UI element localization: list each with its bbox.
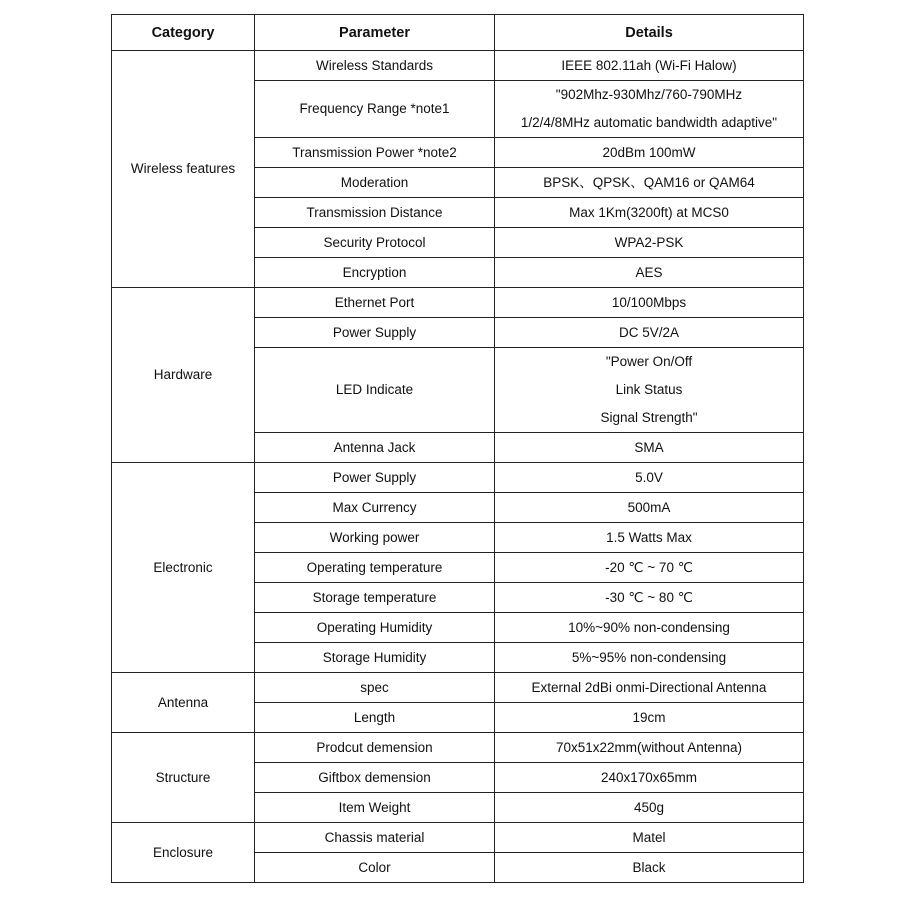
table-row: [112, 51, 804, 81]
header-details: Details: [495, 15, 804, 51]
details-cell: [495, 733, 804, 763]
details-line: 450g: [633, 799, 665, 815]
parameter-cell: Power Supply: [255, 463, 495, 493]
details-cell: [495, 433, 804, 463]
details-line: 70x51x22mm(without Antenna): [555, 739, 743, 755]
table-row: [112, 823, 804, 853]
parameter-cell: Chassis material: [255, 823, 495, 853]
details-line: 1.5 Watts Max: [606, 529, 692, 545]
parameter-cell: Ethernet Port: [255, 288, 495, 318]
category-cell: Electronic: [112, 463, 255, 673]
details-line: 10/100Mbps: [611, 294, 687, 310]
details-line: SMA: [634, 439, 664, 455]
details-line: "Power On/Off: [605, 354, 693, 369]
category-cell: Wireless features: [112, 51, 255, 288]
parameter-cell: spec: [255, 673, 495, 703]
parameter-cell: Frequency Range *note1: [255, 81, 495, 138]
details-cell: [495, 493, 804, 523]
parameter-cell: Security Protocol: [255, 228, 495, 258]
parameter-cell: Max Currency: [255, 493, 495, 523]
details-line: -30 ℃ ~ 80 ℃: [605, 589, 693, 605]
details-cell: [495, 51, 804, 81]
details-line: Link Status: [615, 382, 683, 397]
details-line: 10%~90% non-condensing: [568, 619, 730, 635]
parameter-cell: Prodcut demension: [255, 733, 495, 763]
header-row: [112, 15, 804, 51]
details-line: 5%~95% non-condensing: [571, 649, 727, 665]
details-line: Matel: [632, 829, 666, 845]
parameter-cell: LED Indicate: [255, 348, 495, 433]
details-cell: [495, 138, 804, 168]
details-line: "902Mhz-930Mhz/760-790MHz: [555, 87, 743, 102]
details-cell: [495, 348, 804, 433]
details-cell: [495, 613, 804, 643]
details-cell: [495, 763, 804, 793]
table-row: [112, 463, 804, 493]
details-line: -20 ℃ ~ 70 ℃: [605, 559, 693, 575]
category-cell: Antenna: [112, 673, 255, 733]
details-cell: [495, 81, 804, 138]
details-cell: [495, 643, 804, 673]
details-line: External 2dBi onmi-Directional Antenna: [531, 679, 767, 695]
details-cell: [495, 583, 804, 613]
details-cell: [495, 523, 804, 553]
details-line: 500mA: [627, 499, 671, 515]
category-cell: Hardware: [112, 288, 255, 463]
details-line: AES: [635, 264, 663, 280]
spec-table: [111, 14, 804, 883]
details-line: WPA2-PSK: [614, 234, 684, 250]
parameter-cell: Operating Humidity: [255, 613, 495, 643]
category-cell: Structure: [112, 733, 255, 823]
details-line: 1/2/4/8MHz automatic bandwidth adaptive": [520, 115, 778, 130]
details-cell: [495, 673, 804, 703]
details-cell: [495, 793, 804, 823]
details-line: Max 1Km(3200ft) at MCS0: [569, 204, 729, 220]
details-line: BPSK、QPSK、QAM16 or QAM64: [543, 174, 755, 190]
parameter-cell: Color: [255, 853, 495, 883]
details-cell: [495, 853, 804, 883]
parameter-cell: Transmission Power *note2: [255, 138, 495, 168]
details-line: 240x170x65mm: [600, 769, 698, 785]
parameter-cell: Transmission Distance: [255, 198, 495, 228]
details-line: Black: [632, 859, 666, 875]
parameter-cell: Working power: [255, 523, 495, 553]
parameter-cell: Moderation: [255, 168, 495, 198]
details-line: Signal Strength": [600, 410, 698, 425]
details-cell: [495, 463, 804, 493]
parameter-cell: Length: [255, 703, 495, 733]
header-category: Category: [112, 15, 255, 51]
details-cell: [495, 258, 804, 288]
details-cell: [495, 168, 804, 198]
table-row: [112, 673, 804, 703]
details-cell: [495, 553, 804, 583]
details-cell: [495, 228, 804, 258]
parameter-cell: Giftbox demension: [255, 763, 495, 793]
category-cell: Enclosure: [112, 823, 255, 883]
table-row: [112, 733, 804, 763]
details-line: 5.0V: [635, 469, 663, 485]
details-line: DC 5V/2A: [618, 324, 680, 340]
details-cell: [495, 318, 804, 348]
header-parameter: Parameter: [255, 15, 495, 51]
table-row: [112, 288, 804, 318]
parameter-cell: Operating temperature: [255, 553, 495, 583]
spec-body: [112, 51, 804, 883]
details-cell: [495, 198, 804, 228]
details-line: 19cm: [632, 709, 666, 725]
parameter-cell: Item Weight: [255, 793, 495, 823]
details-line: 20dBm 100mW: [602, 144, 696, 160]
parameter-cell: Wireless Standards: [255, 51, 495, 81]
details-cell: [495, 703, 804, 733]
parameter-cell: Encryption: [255, 258, 495, 288]
details-cell: [495, 288, 804, 318]
parameter-cell: Storage Humidity: [255, 643, 495, 673]
parameter-cell: Power Supply: [255, 318, 495, 348]
parameter-cell: Storage temperature: [255, 583, 495, 613]
details-line: IEEE 802.11ah (Wi-Fi Halow): [561, 57, 737, 73]
parameter-cell: Antenna Jack: [255, 433, 495, 463]
details-cell: [495, 823, 804, 853]
